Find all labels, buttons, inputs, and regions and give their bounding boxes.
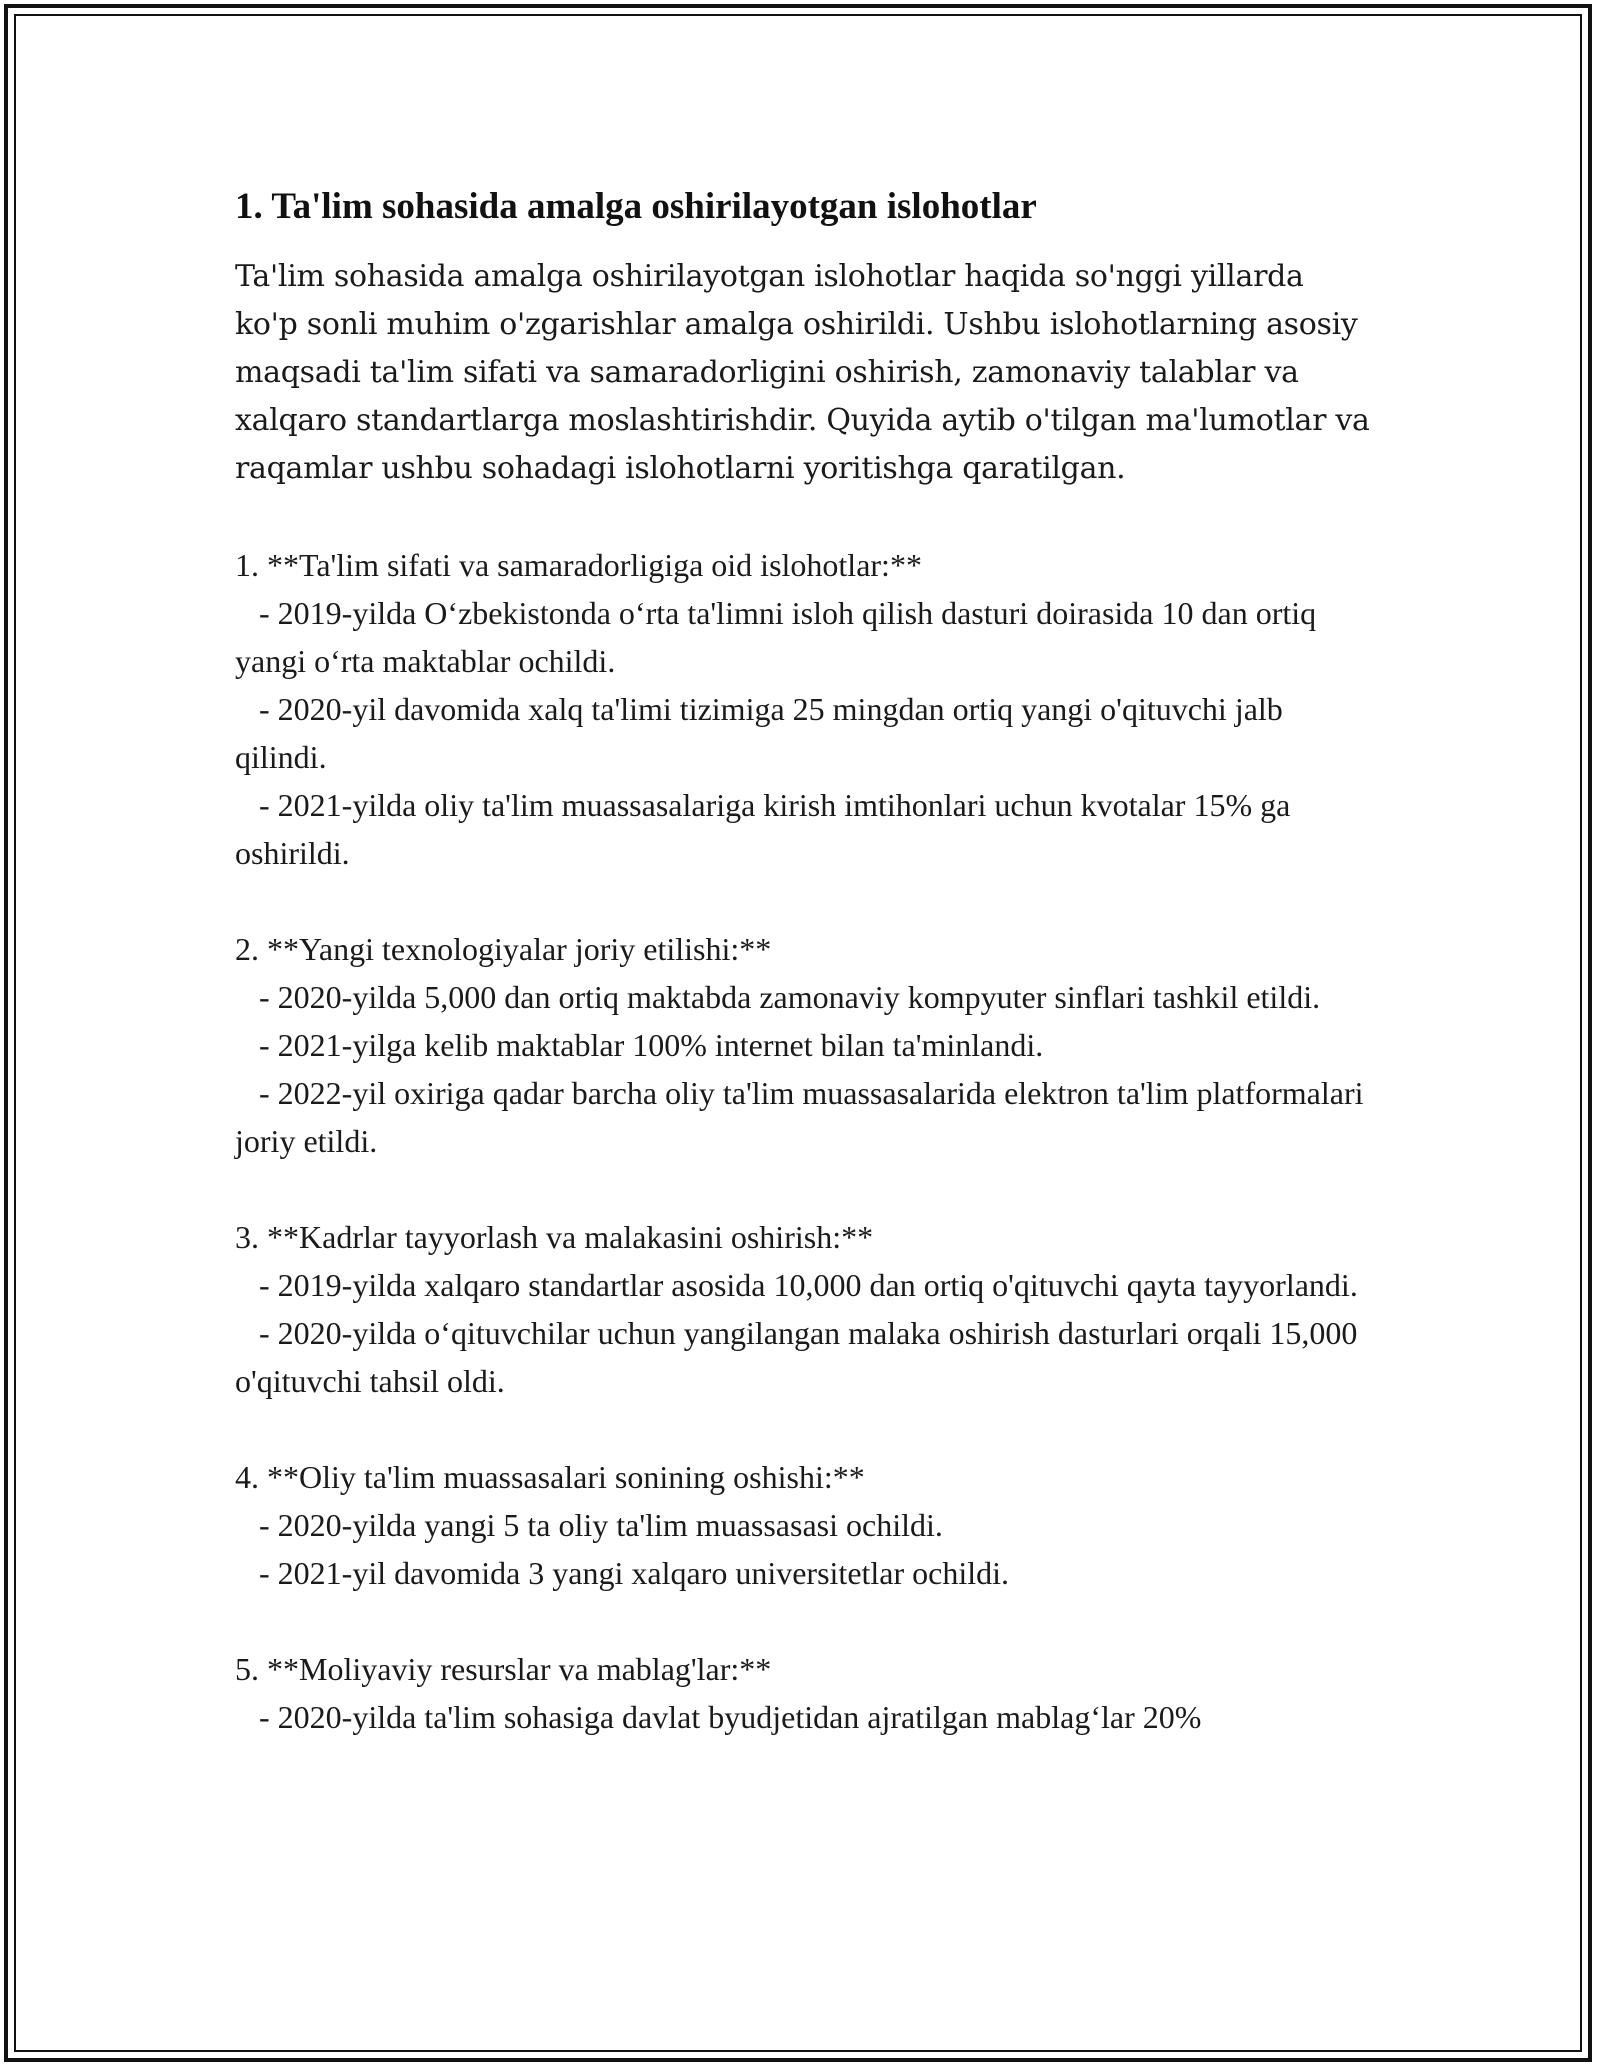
list-item [235,973,1375,1021]
section-1 [235,541,1375,877]
list-item-text: - 2020-yilda yangi 5 ta oliy ta'lim muassasasi ochildi. [259,1507,943,1543]
list-item-text: - 2019-yilda O‘zbekistonda o‘rta ta'limni isloh qilish dasturi doirasida 10 dan ortiq yangi o‘rta maktablar ochildi. [235,595,1317,679]
list-item-text: - 2021-yilda oliy ta'lim muassasalariga kirish imtihonlari uchun kvotalar 15% ga oshirildi. [235,787,1291,871]
section-3 [235,1213,1375,1405]
section-4 [235,1453,1375,1597]
intro-paragraph: Ta'lim sohasida amalga oshirilayotgan islohotlar haqida so'nggi yillarda ko'p sonli muhim o'zgarishlar amalga oshirildi. Ushbu islohotlarning asosiy maqsadi ta'lim sifati va samaradorligini oshirish, zamonaviy talablar va xalqaro standartlarga moslashtirishdir. Quyida aytib o'tilgan ma'lumotlar va raqamlar ushbu sohadagi islohotlarni yoritishga qaratilgan. [235,259,1370,486]
list-item [235,589,1375,685]
section-heading: 4. **Oliy ta'lim muassasalari sonining oshishi:** [235,1459,865,1495]
list-item [235,1549,1375,1597]
list-item-text: - 2019-yilda xalqaro standartlar asosida 10,000 dan ortiq o'qituvchi qayta tayyorlandi. [259,1267,1358,1303]
list-item-text: - 2020-yilda ta'lim sohasiga davlat byudjetidan ajratilgan mablag‘lar 20% [259,1699,1202,1735]
list-item-text: - 2021-yil davomida 3 yangi xalqaro universitetlar ochildi. [259,1555,1010,1591]
list-item-text: - 2021-yilga kelib maktablar 100% internet bilan ta'minlandi. [259,1027,1044,1063]
section-heading: 2. **Yangi texnologiyalar joriy etilishi:** [235,931,772,967]
list-item [235,1501,1375,1549]
list-item [235,685,1375,781]
section-2 [235,925,1375,1165]
list-item-text: - 2020-yilda 5,000 dan ortiq maktabda zamonaviy kompyuter sinflari tashkil etildi. [259,979,1321,1015]
list-item-text: - 2022-yil oxiriga qadar barcha oliy ta'lim muassasalarida elektron ta'lim platformalari joriy etildi. [235,1075,1364,1159]
list-item [235,1021,1375,1069]
document-title: 1. Ta'lim sohasida amalga oshirilayotgan islohotlar [235,186,1037,227]
list-item [235,1069,1375,1165]
list-item [235,781,1375,877]
list-item [235,1261,1375,1309]
list-item [235,1693,1375,1741]
list-item [235,1309,1375,1405]
section-heading: 1. **Ta'lim sifati va samaradorligiga oid islohotlar:** [235,547,922,583]
section-heading: 3. **Kadrlar tayyorlash va malakasini oshirish:** [235,1219,874,1255]
list-item-text: - 2020-yilda o‘qituvchilar uchun yangilangan malaka oshirish dasturlari orqali 15,000 o'qituvchi tahsil oldi. [235,1315,1358,1399]
section-5 [235,1645,1375,1741]
document-body [235,183,1375,1741]
list-item-text: - 2020-yil davomida xalq ta'limi tizimiga 25 mingdan ortiq yangi o'qituvchi jalb qilindi. [235,691,1283,775]
section-heading: 5. **Moliyaviy resurslar va mablag'lar:** [235,1651,772,1687]
